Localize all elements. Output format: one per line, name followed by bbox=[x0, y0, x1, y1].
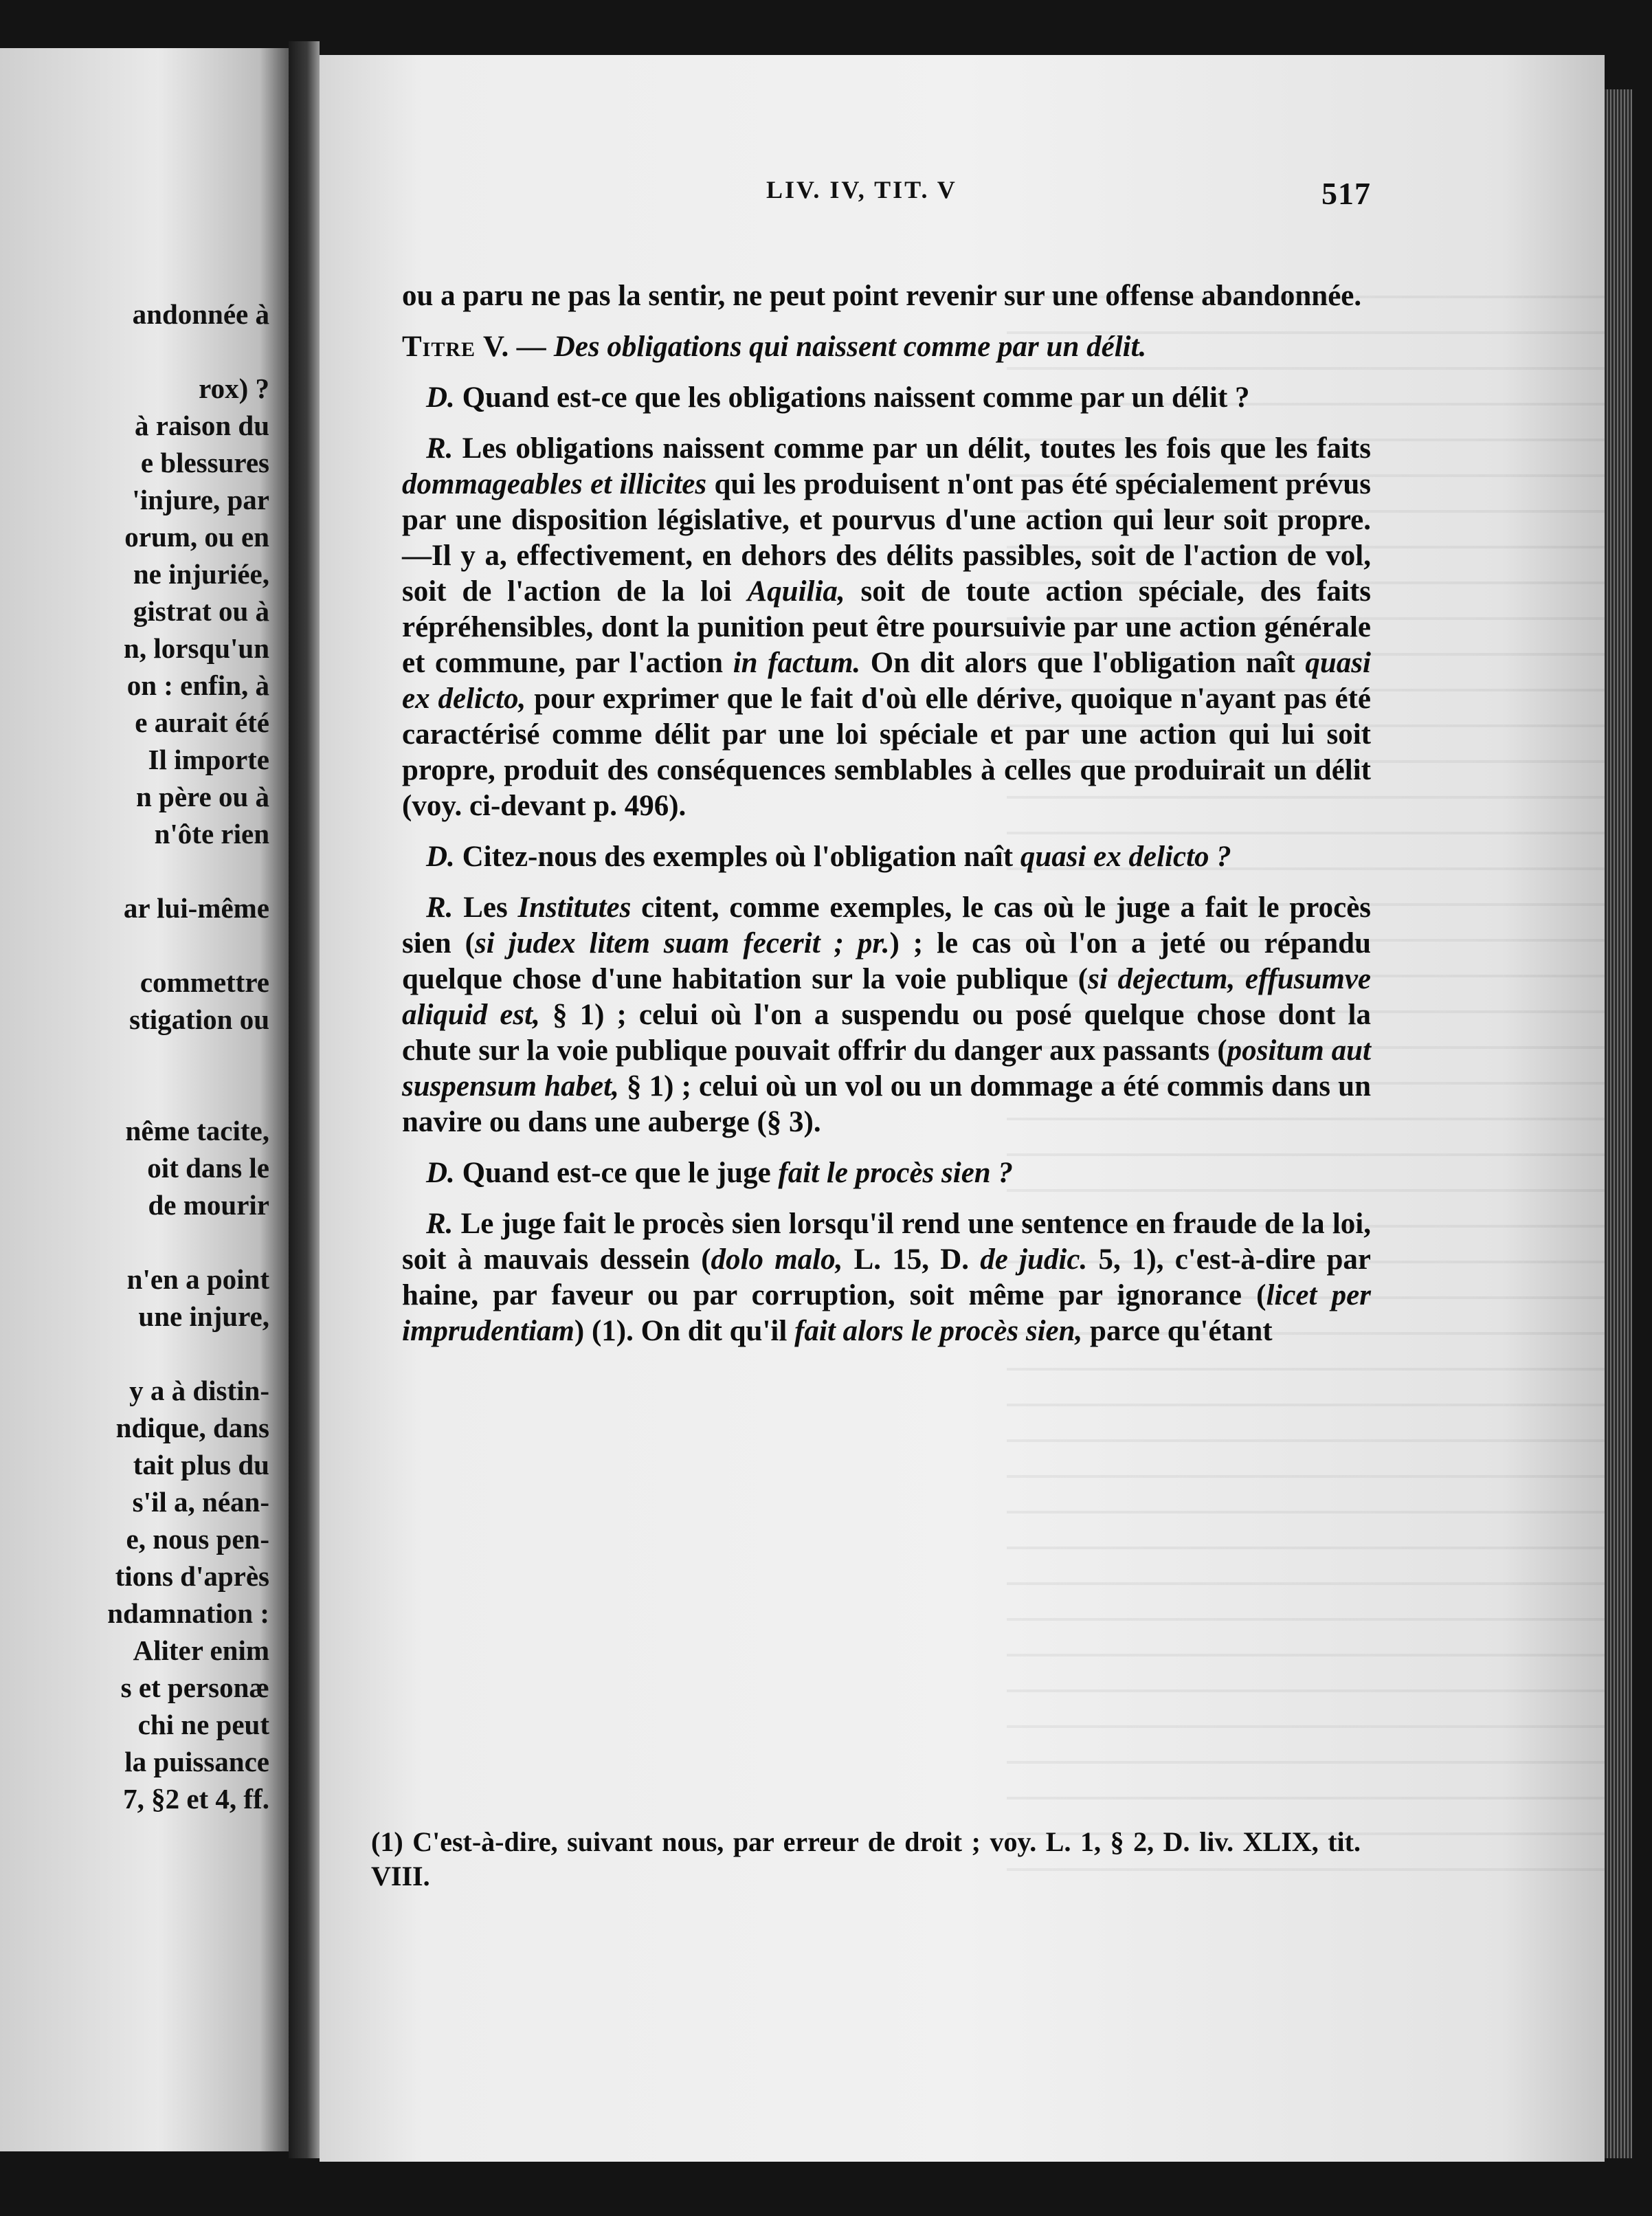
question-3-label: D. bbox=[426, 1157, 455, 1189]
question-2-text: Citez-nous des exemples où l'obligation naît bbox=[454, 841, 1020, 873]
answer-2-text: § 1) ; celui où un vol ou un dommage a été commis dans un navire ou dans une auberge (§ 3). bbox=[402, 1070, 1371, 1138]
left-page-line: commettre bbox=[139, 966, 269, 998]
left-page-line: n'ôte rien bbox=[154, 818, 269, 850]
left-page-line: s et personæ bbox=[120, 1672, 269, 1703]
left-page-line: y a à distin- bbox=[129, 1375, 269, 1406]
answer-3-label: R. bbox=[426, 1208, 454, 1240]
left-page-line: ne injuriée, bbox=[133, 558, 269, 590]
left-page-line: de mourir bbox=[148, 1189, 269, 1221]
left-page-line: andonnée à bbox=[132, 298, 269, 330]
left-page-line bbox=[0, 1335, 269, 1372]
left-page-line: tions d'après bbox=[115, 1560, 269, 1592]
answer-1-italic: in factum. bbox=[733, 647, 861, 679]
answer-3-text: Le juge fait le procès sien lorsqu'il rend une sentence en fraude de la loi, soit à mauvais dessein ( bbox=[402, 1208, 1371, 1276]
answer-2-text: Les bbox=[453, 891, 518, 924]
question-2-italic: quasi ex delicto ? bbox=[1020, 841, 1231, 873]
answer-3-text: parce qu'étant bbox=[1082, 1315, 1273, 1347]
left-page-line bbox=[0, 333, 269, 370]
answer-3-italic: fait alors le procès sien, bbox=[794, 1315, 1083, 1347]
left-page-line: Il importe bbox=[148, 744, 269, 775]
left-facing-page bbox=[0, 48, 289, 2151]
left-page-line: à raison du bbox=[135, 410, 269, 441]
answer-2-text: citent, comme exemples, le cas où le juge a fait le procès sien ( bbox=[402, 891, 1372, 960]
left-page-line: ndamnation : bbox=[107, 1597, 269, 1629]
page-body bbox=[402, 278, 1371, 1349]
answer-1-text: Les obligations naissent comme par un délit, toutes les fois que les faits bbox=[453, 432, 1371, 465]
left-page-line: nême tacite, bbox=[125, 1115, 269, 1146]
left-page-line: 'injure, par bbox=[132, 484, 269, 516]
section-title-label: Titre V. bbox=[402, 331, 510, 363]
answer-2-italic: si judex litem suam fecerit ; pr. bbox=[474, 927, 890, 960]
answer-1 bbox=[402, 431, 1371, 824]
left-page-line: la puissance bbox=[124, 1746, 269, 1777]
question-3-text: Quand est-ce que le juge bbox=[454, 1157, 779, 1189]
page-number: 517 bbox=[1321, 176, 1371, 211]
left-page-line: ndique, dans bbox=[115, 1412, 269, 1443]
left-page-line: Aliter enim bbox=[133, 1635, 269, 1666]
answer-2-text: ) ; le cas où l'on a jeté ou répandu quelque chose d'une habitation sur la voie publique ( bbox=[402, 927, 1371, 995]
left-page-line bbox=[0, 927, 269, 964]
answer-3-italic: de judic. bbox=[980, 1243, 1088, 1276]
answer-2-italic: positum aut suspensum habet, bbox=[402, 1034, 1371, 1103]
page-edges bbox=[1605, 89, 1632, 2158]
answer-3-italic: dolo malo, bbox=[711, 1243, 843, 1276]
left-page-line: gistrat ou à bbox=[133, 595, 269, 627]
answer-1-text: On dit alors que l'obligation naît bbox=[860, 647, 1306, 679]
left-page-line: chi ne peut bbox=[137, 1709, 269, 1740]
question-3-italic: fait le procès sien ? bbox=[778, 1157, 1013, 1189]
left-page-line bbox=[0, 1038, 269, 1075]
left-page-line: ar lui-même bbox=[123, 892, 269, 924]
section-title-text: — Des obligations qui naissent comme par un délit. bbox=[509, 331, 1147, 363]
left-page-line: e aurait été bbox=[135, 707, 269, 738]
left-page-line: tait plus du bbox=[133, 1449, 269, 1481]
answer-2-italic: Institutes bbox=[517, 891, 632, 924]
answer-2-label: R. bbox=[426, 891, 454, 924]
left-page-line bbox=[0, 852, 269, 889]
answer-1-text: pour exprimer que le fait d'où elle dérive, quoique n'ayant pas été caractérisé comme délit par une loi spéciale et par une action qui lui soit propre, produit des conséquences semblables à celles que produirait un délit (voy. ci-devant p. 496). bbox=[402, 683, 1371, 822]
question-1-text: Quand est-ce que les obligations naissent comme par un délit ? bbox=[454, 381, 1250, 414]
left-page-line: une injure, bbox=[138, 1300, 269, 1332]
answer-1-italic: dommageables et illicites bbox=[402, 468, 707, 500]
left-page-line: e blessures bbox=[140, 447, 269, 478]
answer-3-italic: licet per imprudentiam bbox=[402, 1279, 1371, 1347]
left-page-line: rox) ? bbox=[199, 373, 269, 404]
question-1-label: D. bbox=[426, 381, 455, 414]
question-1 bbox=[402, 380, 1371, 416]
question-2 bbox=[402, 839, 1371, 875]
answer-1-italic: quasi ex delicto, bbox=[402, 647, 1371, 715]
answer-2 bbox=[402, 890, 1371, 1140]
book-gutter bbox=[289, 41, 320, 2158]
answer-3-text: 5, 1), c'est-à-dire par haine, par faveur ou par corruption, soit même par ignorance ( bbox=[402, 1243, 1372, 1311]
answer-2-italic: si dejectum, effusumve aliquid est, bbox=[402, 963, 1371, 1031]
left-page-line: orum, ou en bbox=[124, 521, 269, 553]
answer-1-text: soit de toute action spéciale, des faits répréhensibles, dont la punition peut être poursuivie par une action générale et commune, par l'action bbox=[402, 575, 1371, 679]
answer-3-text: ) (1). On dit qu'il bbox=[574, 1315, 795, 1347]
left-page-line: n'en a point bbox=[126, 1263, 269, 1295]
left-page-line: 7, §2 et 4, ff. bbox=[123, 1783, 269, 1815]
footnote: (1) C'est-à-dire, suivant nous, par erreur de droit ; voy. L. 1, § 2, D. liv. XLIX, tit. VIII. bbox=[371, 1826, 1361, 1892]
left-page-line: e, nous pen- bbox=[126, 1523, 269, 1555]
answer-3 bbox=[402, 1206, 1371, 1349]
left-page-line bbox=[0, 1075, 269, 1112]
left-page-text-fragments bbox=[0, 296, 269, 1817]
answer-1-italic: Aquilia, bbox=[747, 575, 845, 608]
paragraph-continuation: ou a paru ne pas la sentir, ne peut point revenir sur une offense abandonnée. bbox=[402, 280, 1362, 312]
left-page-line: on : enfin, à bbox=[126, 669, 269, 701]
left-page-line: stigation ou bbox=[129, 1004, 269, 1035]
answer-2-text: § 1) ; celui où l'on a suspendu ou posé quelque chose dont la chute sur la voie publique pouvait offrir du danger aux passants ( bbox=[402, 999, 1371, 1067]
left-page-line: oit dans le bbox=[147, 1152, 269, 1184]
question-2-label: D. bbox=[426, 841, 455, 873]
left-page-line: n, lorsqu'un bbox=[124, 632, 269, 664]
left-page-line: s'il a, néan- bbox=[132, 1486, 269, 1518]
answer-1-label: R. bbox=[426, 432, 454, 465]
left-page-line bbox=[0, 1223, 269, 1261]
running-head-title: LIV. IV, TIT. V bbox=[766, 176, 957, 203]
answer-3-text: L. 15, D. bbox=[842, 1243, 981, 1276]
question-3 bbox=[402, 1155, 1371, 1191]
left-page-line: n père ou à bbox=[135, 781, 269, 812]
answer-1-text: qui les produisent n'ont pas été spécialement prévus par une disposition législative, et pourvus d'une action qui leur soit propre.—Il y a, effectivement, en dehors des délits passibles, soit de l'action de vol, soit de l'action de la loi bbox=[402, 468, 1371, 608]
section-title bbox=[402, 329, 1371, 365]
